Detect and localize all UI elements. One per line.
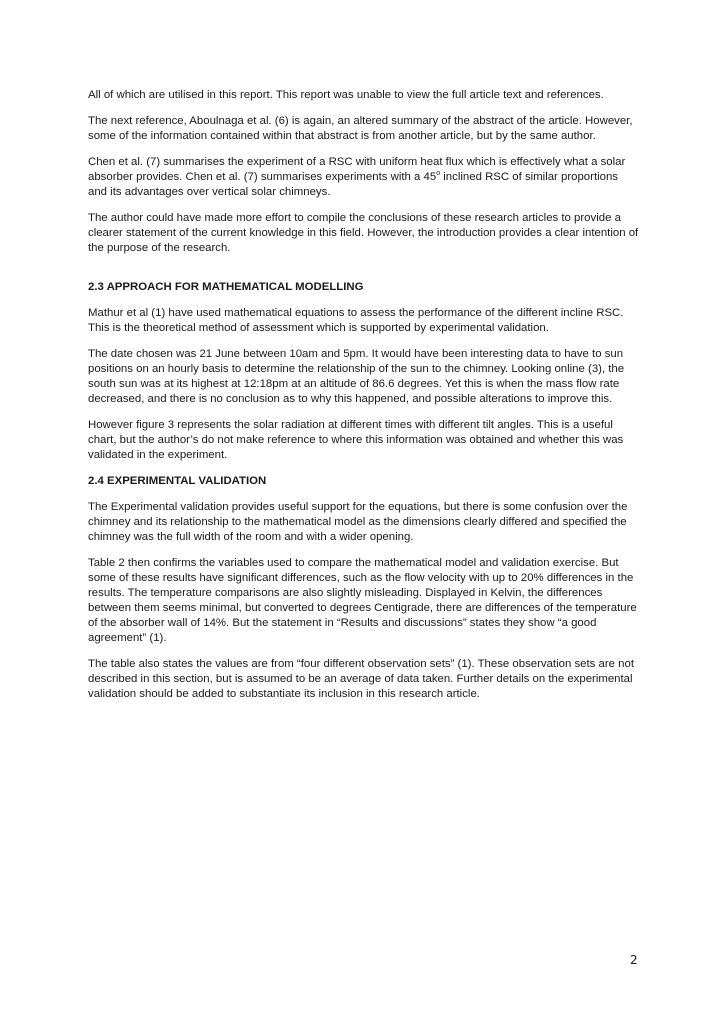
paragraph: The Experimental validation provides useful support for the equations, but there is some confusion over the chimney and its relationship to the mathematical model as the dimensions clearly differed and specified the chimney was the full width of the room and with a wider opening. (88, 501, 628, 543)
paragraph: The author could have made more effort to compile the conclusions of these research articles to provide a clearer statement of the current knowledge in this field. However, the introduction provides a clear intention of the purpose of the research. (88, 212, 639, 254)
degree-superscript: o (436, 170, 441, 178)
section-heading-2-3: 2.3 APPROACH FOR MATHEMATICAL MODELLING (88, 281, 364, 293)
paragraph: Mathur et al (1) have used mathematical equations to assess the performance of the different incline RSC. This is the theoretical method of assessment which is supported by experimental validation. (88, 307, 624, 334)
paragraph: The date chosen was 21 June between 10am and 5pm. It would have been interesting data to have to sun positions on an hourly basis to determine the relationship of the sun to the chimney. Looking online (3), the south sun was at its highest at 12:18pm at an altitude of 86.6 degrees. Yet this is when the mass flow rate decreased, and there is no conclusion as to why this happened, and possible alterations to improve this. (88, 348, 625, 405)
paragraph-text: inclined RSC of similar proportions and its advantages over vertical solar chimneys. (88, 171, 618, 198)
paragraph: However figure 3 represents the solar radiation at different times with different tilt angles. This is a useful chart, but the author’s do not make reference to where this information was obtained and whether this was validated in the experiment. (88, 419, 624, 461)
paragraph: All of which are utilised in this report. This report was unable to view the full article text and references. (88, 89, 604, 101)
paragraph-text: Chen et al. (7) summarises the experiment of a RSC with uniform heat flux which is effectively what a solar absorber provides. Chen et al. (7) summarises experiments with a 45 (88, 156, 626, 183)
section-heading-2-4: 2.4 EXPERIMENTAL VALIDATION (88, 475, 267, 487)
page-number: 2 (630, 953, 638, 967)
spacer (88, 267, 640, 280)
paragraph: The table also states the values are from “four different observation sets” (1). These observation sets are not described in this section, but is assumed to be an average of data taken. Further details on the experimental validation should be added to substantiate its inclusion in this research article. (88, 658, 634, 700)
document-page (88, 88, 640, 713)
paragraph-chen (88, 155, 640, 200)
paragraph: Table 2 then confirms the variables used to compare the mathematical model and validation exercise. But some of these results have significant differences, such as the flow velocity with up to 20% differences in the results. The temperature comparisons are also slightly misleading. Displayed in Kelvin, the differences between them seems minimal, but converted to degrees Centigrade, there are differences of the temperature of the absorber wall of 14%. But the statement in “Results and discussions” states they show “a good agreement” (1). (88, 557, 637, 644)
paragraph: The next reference, Aboulnaga et al. (6) is again, an altered summary of the abstract of the article. However, some of the information contained within that abstract is from another article, but by the same author. (88, 115, 633, 142)
